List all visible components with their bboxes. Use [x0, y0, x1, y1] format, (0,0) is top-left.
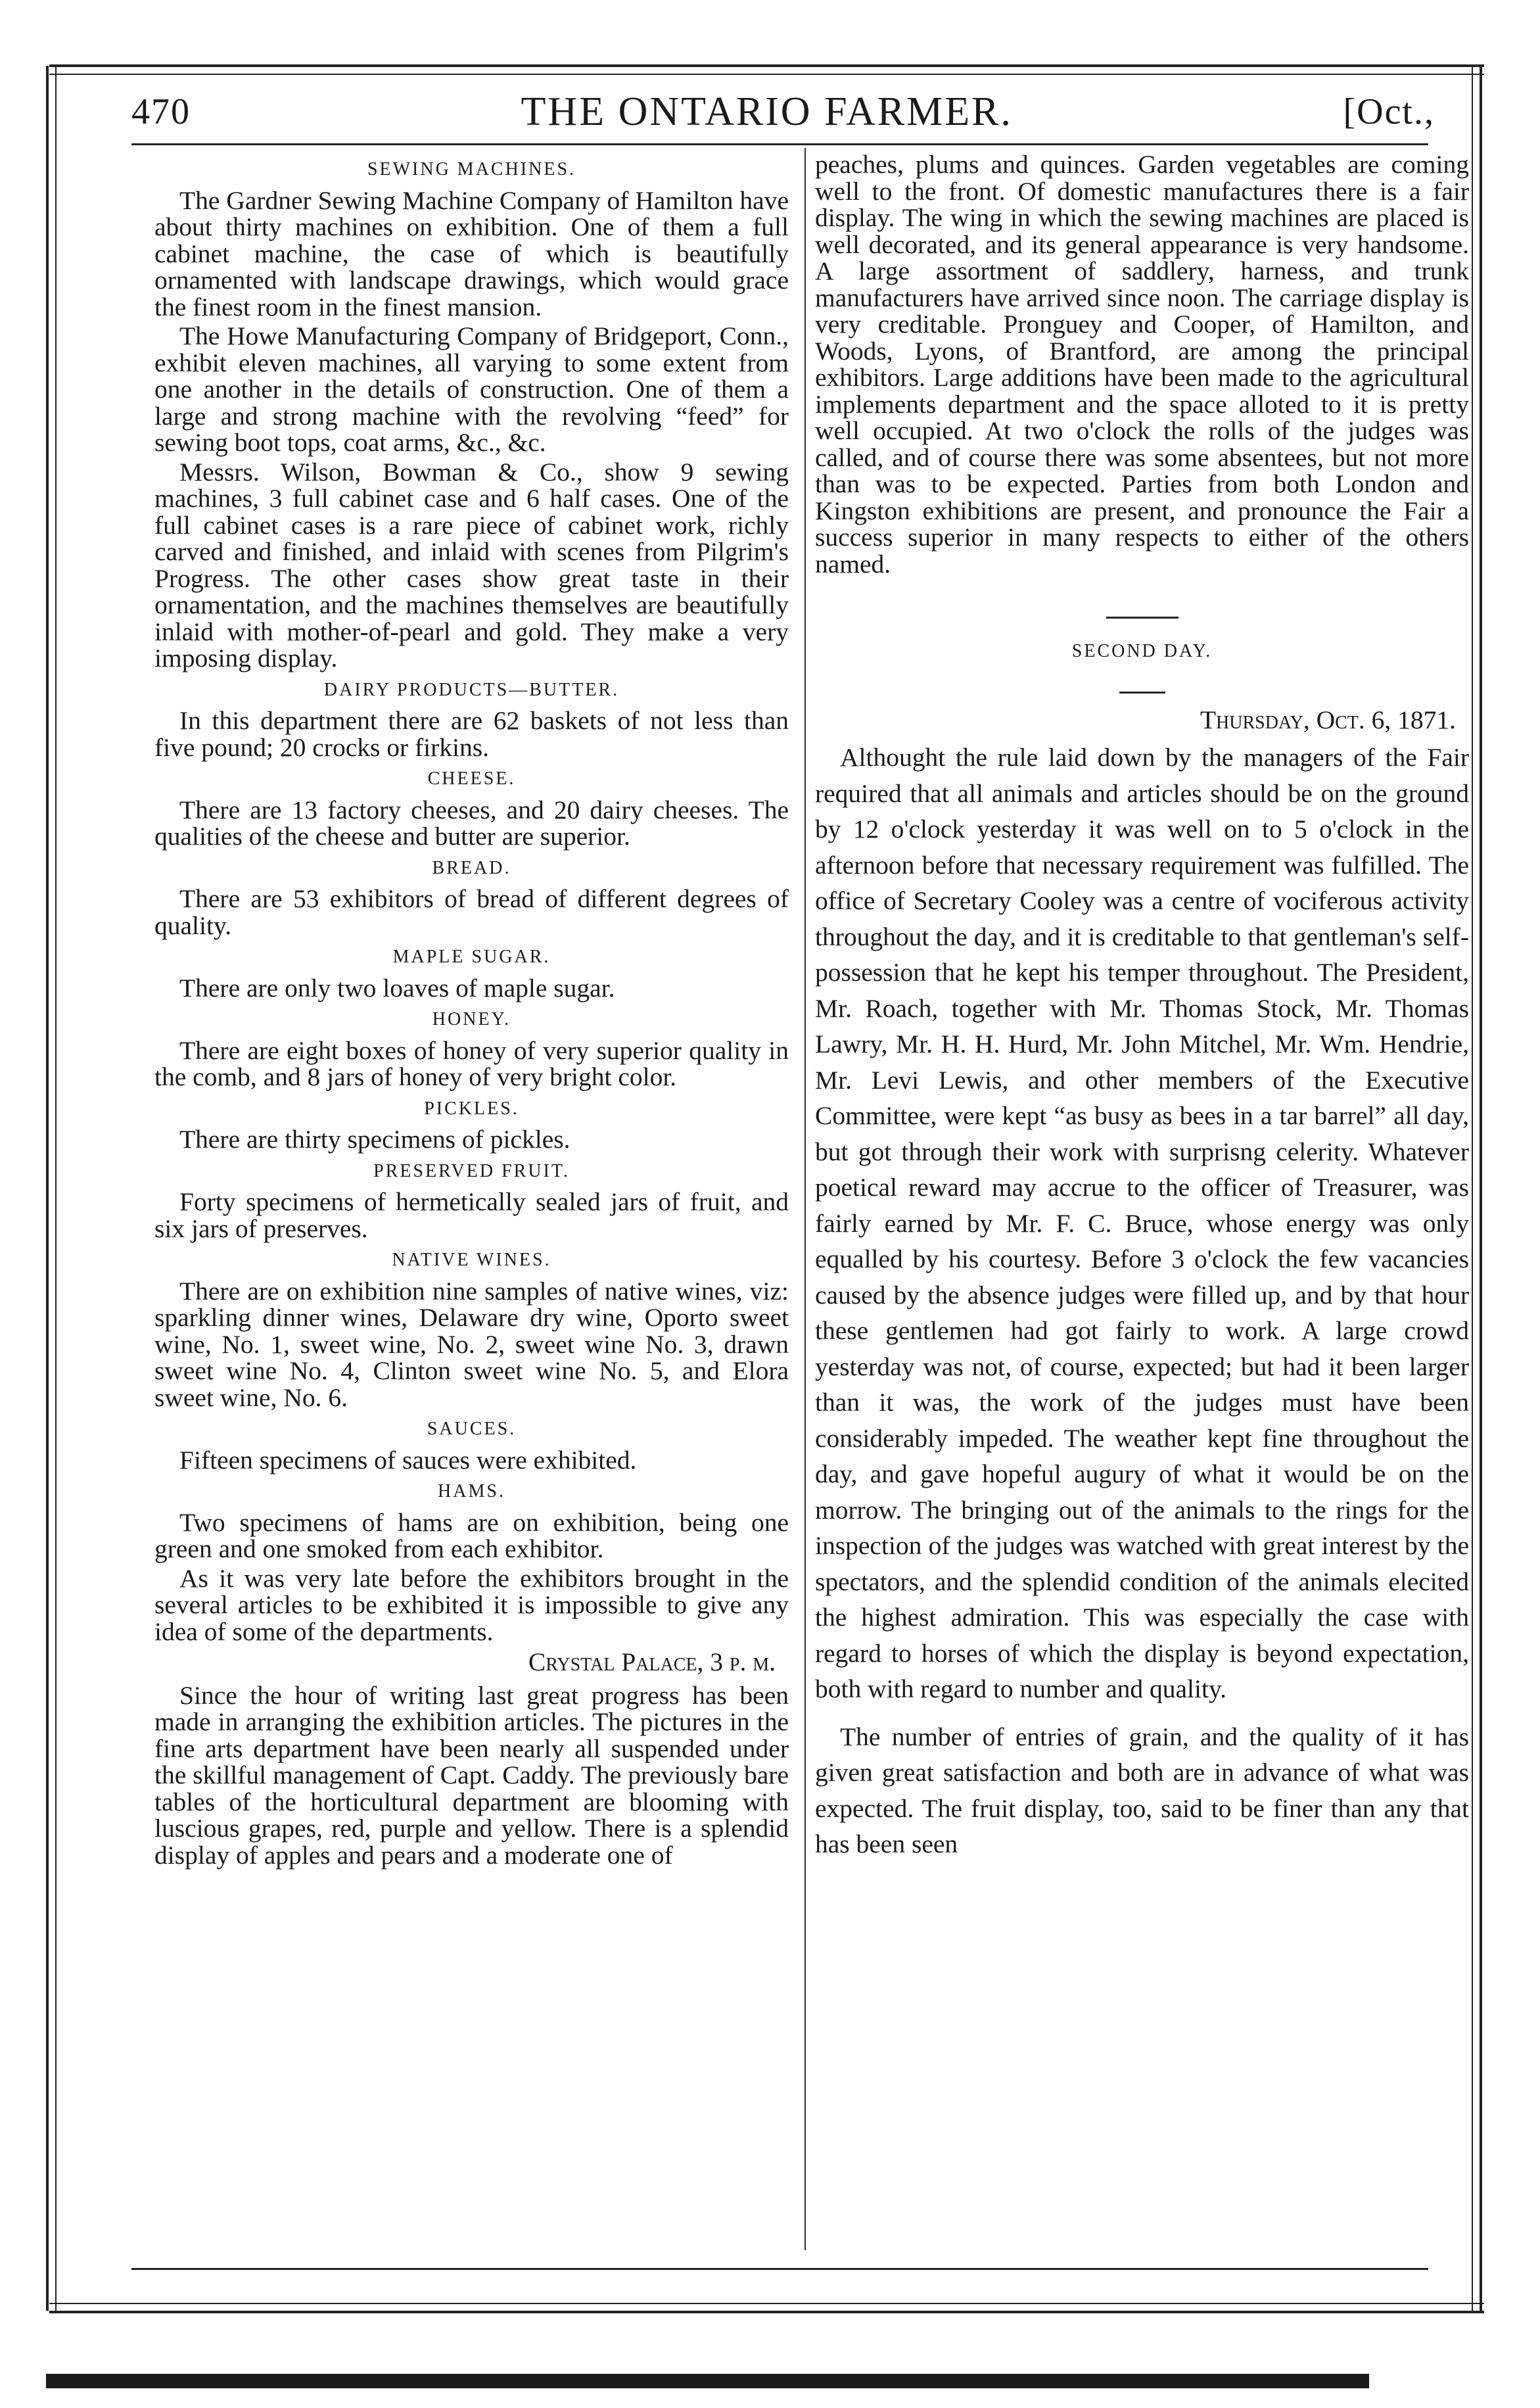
footer-rule [131, 2268, 1428, 2270]
heading-sewing-machines: SEWING MACHINES. [367, 159, 576, 179]
heading-pickles: PICKLES. [424, 1098, 519, 1119]
heading-sauces: SAUCES. [427, 1419, 517, 1439]
heading-dairy: DAIRY PRODUCTS—BUTTER. [323, 679, 620, 700]
column-divider [805, 148, 806, 2250]
section-rule-small [1119, 692, 1165, 694]
dateline-crystal-palace: Crystal Palace, 3 p. m. [528, 1647, 776, 1676]
paragraph-hams: Two specimens of hams are on exhibition, being one green and one smoked from each exhibitor. [154, 1507, 789, 1563]
paragraph-crystal-palace: Since the hour of writing last great progress has been made in arranging the exhibition articles. The pictures in the fine arts department have been nearly all suspended under the skillful management of Capt. Caddy. The previously bare tables of the horticultural department are blooming with luscious grapes, red, purple and yellow. There is a splendid display of apples and pears and a moderate one of [154, 1680, 789, 1870]
frame-border-top [49, 64, 1484, 67]
paragraph-wilson-bowman: Messrs. Wilson, Bowman & Co., show 9 sewing machines, 3 full cabinet case and 6 half cases. One of the full cabinet cases is a rare piece of cabinet work, richly carved and finished, and inlaid with scenes from Pilgrim's Progress. The other cases show great taste in their ornamentation, and the machines themselves are beautifully inlaid with mother-of-pearl and gold. They make a very imposing display. [154, 457, 789, 673]
paragraph-second-day-1: Althought the rule laid down by the managers of the Fair required that all animals and articles should be on the ground by 12 o'clock yesterday it was well on to 5 o'clock in the afternoon before that necessary requirement was fulfilled. The office of Secretary Cooley was a centre of vociferous activity throughout the day, and it is creditable to that gentleman's self-possession that he kept his temper throughout. The President, Mr. Roach, together with Mr. Thomas Stock, Mr. Thomas Lawry, Mr. H. H. Hurd, Mr. John Mitchel, Mr. Wm. Hendrie, Mr. Levi Lewis, and other members of the Executive Committee, were kept “as busy as bees in a tar barrel” all day, but got through their work with surprisng celerity. Whatever poetical reward may accrue to the officer of Treasurer, was fairly earned by Mr. F. C. Bruce, whose energy was only equalled by his courtesy. Before 3 o'clock the few vacancies caused by the absence judges were filled up, and by that hour these gentlemen had got fairly to work. A large crowd yesterday was not, of course, expected; but had it been larger than it was, the work of the judges must have been considerably impeded. The weather kept fine throughout the day, and gave hopeful augury of what it would be on the morrow. The bringing out of the animals to the rings for the inspection of the judges was watched with great interest by the spectators, and the splendid condition of the animals elecited the highest admiration. This was especially the case with regard to horses of which the display is beyond expectation, both with regard to number and quality. [815, 743, 1469, 1703]
heading-maple-sugar: MAPLE SUGAR. [392, 947, 551, 967]
dateline-thursday: Thursday, Oct. 6, 1871. [1200, 705, 1456, 734]
paragraph-howe: The Howe Manufacturing Company of Bridgeport, Conn., exhibit eleven machines, all varying to some extent from one another in the details of construction. One of them a large and strong machine with the revolving “feed” for sewing boot tops, coat arms, &c., &c. [154, 321, 789, 457]
heading-honey: HONEY. [432, 1009, 511, 1029]
frame-border-left-inner [55, 66, 57, 2311]
page-number: 470 [131, 91, 191, 132]
issue-month: [Oct., [1343, 91, 1435, 132]
paragraph-native-wines: There are on exhibition nine samples of native wines, viz: sparkling dinner wines, Delaware dry wine, Oporto sweet wine, No. 1, sweet wine, No. 2, sweet wine No. 3, drawn sweet wine No. 4, Clinton sweet wine No. 5, and Elora sweet wine, No. 6. [154, 1276, 789, 1412]
scan-edge-bar [46, 2374, 1369, 2388]
paragraph-bread: There are 53 exhibitors of bread of different degrees of quality. [154, 884, 789, 940]
heading-native-wines: NATIVE WINES. [392, 1250, 551, 1270]
paragraph-sauces: Fifteen specimens of sauces were exhibited. [179, 1445, 637, 1475]
heading-cheese: CHEESE. [427, 768, 516, 789]
paragraph-dairy: In this department there are 62 baskets of not less than five pound; 20 crocks or firkins. [154, 706, 789, 762]
heading-bread: BREAD. [432, 857, 511, 878]
paragraph-cheese: There are 13 factory cheeses, and 20 dairy cheeses. The qualities of the cheese and butter are superior. [154, 795, 789, 851]
paragraph-late-exhibitors: As it was very late before the exhibitors brought in the several articles to be exhibited it is impossible to give any idea of some of the departments. [154, 1563, 789, 1646]
paragraph-pickles: There are thirty specimens of pickles. [179, 1125, 571, 1154]
frame-border-right [1480, 66, 1482, 2311]
second-day-body [815, 740, 1469, 1862]
frame-border-top-inner [49, 74, 1484, 75]
left-column [154, 151, 789, 1871]
header-rule [131, 143, 1428, 145]
heading-hams: HAMS. [438, 1481, 505, 1501]
section-rule [1106, 617, 1178, 619]
heading-second-day: SECOND DAY. [1071, 641, 1213, 661]
paragraph-honey: There are eight boxes of honey of very superior quality in the comb, and 8 jars of honey of very bright color. [154, 1035, 789, 1091]
frame-border-bottom-inner [49, 2303, 1484, 2304]
page-header [131, 79, 1435, 145]
paragraph-continued: peaches, plums and quinces. Garden vegetables are coming well to the front. Of domestic manufactures there is a fair display. The wing in which the sewing machines are placed is well decorated, and its general appearance is very handsome. A large assortment of saddlery, harness, and trunk manufacturers have arrived since noon. The carriage display is very creditable. Pronguey and Cooper, of Hamilton, and Woods, Lyons, of Brantford, are among the principal exhibitors. Large additions have been made to the agricultural implements department and the space alloted to it is pretty well occupied. At two o'clock the rolls of the judges was called, and of course there was some absentees, but not more than was to be expected. Parties from both London and Kingston exhibitions are present, and pronounce the Fair a success superior in many respects to either of the others named. [815, 150, 1469, 578]
paragraph-preserved-fruit: Forty specimens of hermetically sealed jars of fruit, and six jars of preserves. [154, 1187, 789, 1243]
frame-border-right-inner [1472, 66, 1473, 2311]
heading-preserved-fruit: PRESERVED FRUIT. [373, 1160, 570, 1181]
frame-border-left [46, 66, 49, 2311]
paragraph-gardner: The Gardner Sewing Machine Company of Hamilton have about thirty machines on exhibition. One of them a full cabinet machine, the case of which is beautifully ornamented with landscape drawings, which would grace the finest room in the finest mansion. [154, 185, 789, 321]
paragraph-maple-sugar: There are only two loaves of maple sugar. [179, 973, 615, 1003]
paragraph-second-day-2: The number of entries of grain, and the quality of it has given great satisfaction and both are in advance of what was expected. The fruit display, too, said to be finer than any that has been seen [815, 1722, 1469, 1858]
frame-border-bottom [49, 2311, 1484, 2313]
journal-title: THE ONTARIO FARMER. [521, 89, 1013, 134]
right-column [815, 151, 1469, 1874]
